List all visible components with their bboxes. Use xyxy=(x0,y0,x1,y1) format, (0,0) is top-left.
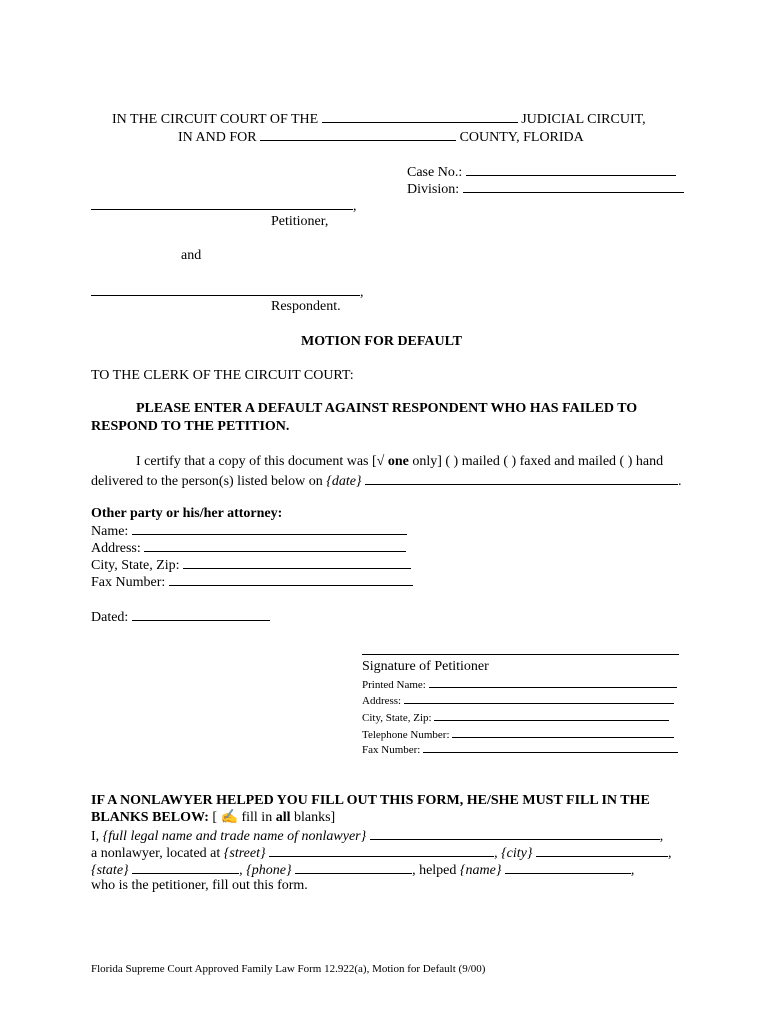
check-icon: √ xyxy=(376,454,385,469)
certify-line2: delivered to the person(s) listed below on {date} . xyxy=(91,474,682,489)
respondent-name-row: , xyxy=(91,283,364,301)
sig-printed-name-row: Printed Name: xyxy=(362,677,677,692)
page-title: MOTION FOR DEFAULT xyxy=(301,334,463,349)
nonlawyer-heading1: IF A NONLAWYER HELPED YOU FILL OUT THIS FORM, HE/SHE MUST FILL IN THE xyxy=(91,793,650,808)
other-party-fax-row: Fax Number: xyxy=(91,573,413,591)
petitioner-label: Petitioner, xyxy=(271,214,329,229)
other-party-heading: Other party or his/her attorney: xyxy=(91,506,283,521)
nonlawyer-line2: a nonlawyer, located at {street} , {city} , xyxy=(91,846,672,861)
division-row: Division: xyxy=(407,180,684,198)
other-party-name-row: Name: xyxy=(91,522,407,540)
nonlawyer-state-field[interactable] xyxy=(132,861,239,874)
certify-line1: I certify that a copy of this document was [√ one only] ( ) mailed ( ) faxed and mailed ( ) hand xyxy=(136,454,664,469)
other-party-name-field[interactable] xyxy=(132,522,407,535)
case-number-row: Case No.: xyxy=(407,163,676,181)
nonlawyer-heading2: BLANKS BELOW: [ ✍ fill in all blanks] xyxy=(91,810,336,825)
pen-icon: [ ✍ fill in xyxy=(212,810,273,825)
nonlawyer-line4: who is the petitioner, fill out this form. xyxy=(91,878,308,893)
respondent-name-field[interactable] xyxy=(91,283,360,296)
nonlawyer-phone-field[interactable] xyxy=(295,861,412,874)
sig-telephone-row: Telephone Number: xyxy=(362,727,674,742)
division-field[interactable] xyxy=(463,180,684,193)
sig-csz-row: City, State, Zip: xyxy=(362,710,669,725)
nonlawyer-line3: {state} , {phone} , helped {name} , xyxy=(91,863,635,878)
judicial-circuit-blank[interactable] xyxy=(322,110,518,123)
nonlawyer-line1: I, {full legal name and trade name of nonlawyer} , xyxy=(91,829,664,844)
court-header-line1: IN THE CIRCUIT COURT OF THE JUDICIAL CIRCUIT, xyxy=(112,112,646,127)
and-label: and xyxy=(181,248,202,263)
sig-fax-field[interactable] xyxy=(423,742,678,753)
nonlawyer-helped-name-field[interactable] xyxy=(505,861,631,874)
nonlawyer-city-field[interactable] xyxy=(536,844,668,857)
nonlawyer-name-field[interactable] xyxy=(370,827,660,840)
request-line2: RESPOND TO THE PETITION. xyxy=(91,419,290,434)
other-party-address-row: Address: xyxy=(91,539,406,557)
sig-printed-name-field[interactable] xyxy=(429,677,677,688)
sig-csz-field[interactable] xyxy=(434,710,669,721)
court-header-line2: IN AND FOR COUNTY, FLORIDA xyxy=(178,130,584,145)
county-blank[interactable] xyxy=(260,128,456,141)
nonlawyer-street-field[interactable] xyxy=(269,844,494,857)
form-footer: Florida Supreme Court Approved Family Law Form 12.922(a), Motion for Default (9/00) xyxy=(91,963,486,975)
other-party-address-field[interactable] xyxy=(144,539,406,552)
case-number-field[interactable] xyxy=(466,163,676,176)
dated-row: Dated: xyxy=(91,608,270,626)
other-party-csz-row: City, State, Zip: xyxy=(91,556,411,574)
petitioner-name-field[interactable] xyxy=(91,197,353,210)
sig-telephone-field[interactable] xyxy=(452,727,674,738)
sig-fax-row: Fax Number: xyxy=(362,742,678,757)
petitioner-name-row: , xyxy=(91,197,357,215)
service-date-field[interactable] xyxy=(365,472,678,485)
request-line1: PLEASE ENTER A DEFAULT AGAINST RESPONDENT WHO HAS FAILED TO xyxy=(136,401,638,416)
signature-line[interactable] xyxy=(362,654,679,655)
dated-field[interactable] xyxy=(132,608,270,621)
other-party-fax-field[interactable] xyxy=(169,573,413,586)
signature-label: Signature of Petitioner xyxy=(362,659,489,674)
to-clerk: TO THE CLERK OF THE CIRCUIT COURT: xyxy=(91,368,354,383)
respondent-label: Respondent. xyxy=(271,299,341,314)
sig-address-row: Address: xyxy=(362,693,674,708)
other-party-csz-field[interactable] xyxy=(183,556,411,569)
sig-address-field[interactable] xyxy=(404,693,674,704)
